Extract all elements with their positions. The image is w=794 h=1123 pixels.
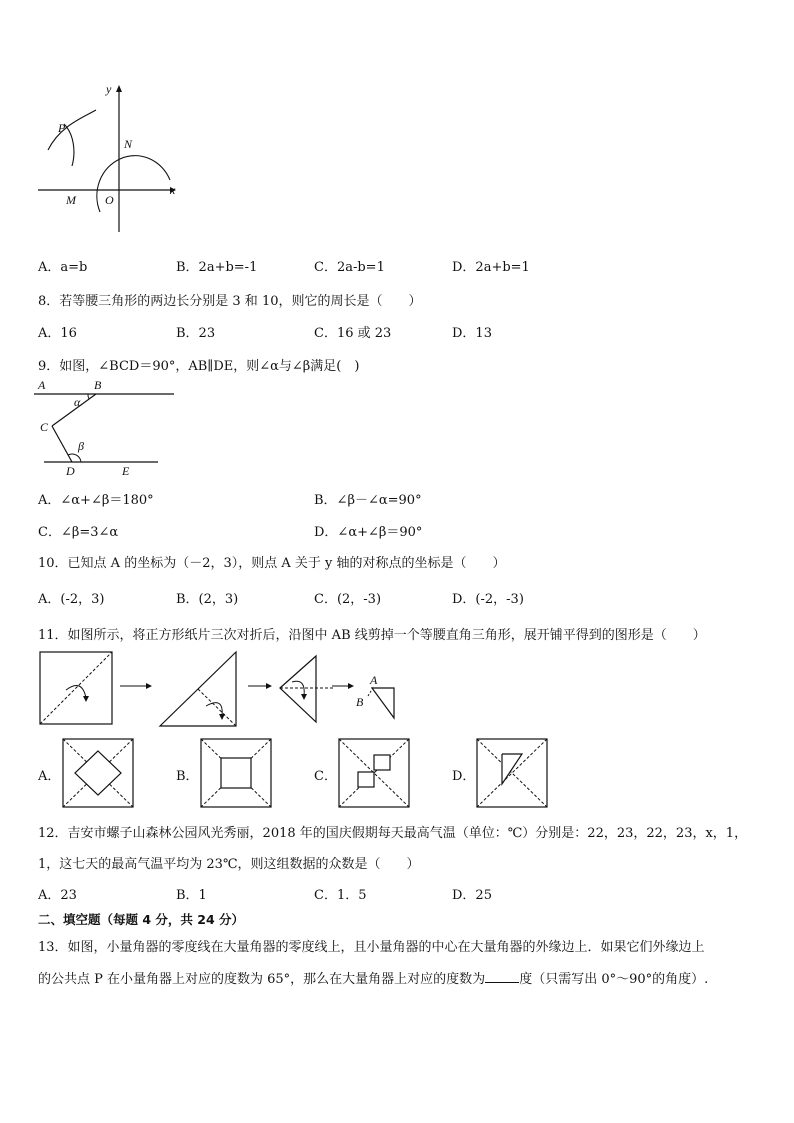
q9-option-a: A．∠α+∠β＝180° bbox=[38, 493, 154, 508]
label-b: B bbox=[94, 378, 102, 392]
q9-parallel-lines-figure bbox=[32, 376, 182, 476]
q11-option-d: D． bbox=[452, 769, 476, 784]
q9-stem: 9．如图，∠BCD＝90°，AB∥DE，则∠α与∠β满足( ) bbox=[38, 359, 360, 374]
segment-cd bbox=[52, 426, 72, 462]
q12-option-c: C．1．5 bbox=[314, 888, 367, 903]
q13-stem-line2 bbox=[38, 968, 708, 987]
q11-option-d-figure bbox=[476, 738, 548, 808]
angle-alpha-arc bbox=[88, 394, 89, 399]
step3-triangle bbox=[280, 656, 316, 722]
q10-option-c: C．(2，-3) bbox=[314, 592, 382, 607]
cut-square-lower bbox=[358, 772, 374, 787]
q9-option-d: D．∠α+∠β＝90° bbox=[314, 525, 423, 540]
label-a: A bbox=[38, 378, 46, 392]
q10-stem: 10．已知点 A 的坐标为（－2，3），则点 A 关于 y 轴的对称点的坐标是（ ） bbox=[38, 556, 506, 571]
q8-option-b: B．23 bbox=[176, 326, 216, 341]
q7-option-d: D．2a+b=1 bbox=[452, 260, 530, 275]
q7-option-b: B．2a+b=-1 bbox=[176, 260, 258, 275]
step3-fold-arrowhead bbox=[301, 694, 307, 700]
label-m: M bbox=[66, 193, 76, 207]
cut-shape bbox=[502, 754, 522, 784]
step4-label-b: B bbox=[356, 695, 364, 709]
q8-stem: 8．若等腰三角形的两边长分别是 3 和 10，则它的周长是（ ） bbox=[38, 294, 422, 309]
step-arrow-1-head bbox=[146, 683, 152, 689]
q11-option-a-figure bbox=[62, 738, 134, 808]
q8-option-a: A．16 bbox=[38, 326, 77, 341]
q12-stem-line1: 12．吉安市螺子山森林公园风光秀丽，2018 年的国庆假期每天最高气温（单位：℃）分别是：22，23，22，23，x，1， bbox=[38, 826, 748, 841]
step-arrow-2-head bbox=[266, 683, 272, 689]
label-c: C bbox=[40, 420, 49, 434]
q7-coordinate-figure bbox=[30, 80, 190, 240]
step4-label-a: A bbox=[370, 673, 378, 687]
arc-p-m bbox=[48, 110, 96, 150]
q13-answer-blank[interactable] bbox=[485, 970, 519, 983]
step2-fold-line bbox=[198, 689, 236, 726]
q9-option-c: C．∠β=3∠α bbox=[38, 525, 119, 540]
label-alpha: α bbox=[74, 395, 81, 409]
cut-square-upper bbox=[374, 755, 390, 770]
label-e: E bbox=[122, 464, 130, 478]
step1-fold-line bbox=[40, 652, 112, 724]
step4-piece bbox=[372, 688, 394, 718]
q11-stem: 11．如图所示，将正方形纸片三次对折后，沿图中 AB 线剪掉一个等腰直角三角形，展开铺平得到的图形是（ ） bbox=[38, 628, 706, 643]
label-o: O bbox=[105, 193, 114, 207]
label-x: x bbox=[170, 183, 176, 197]
q12-stem-line2: 1，这七天的最高气温平均为 23℃，则这组数据的众数是（ ） bbox=[38, 857, 420, 872]
q7-option-a: A．a=b bbox=[38, 260, 88, 275]
q8-option-d: D．13 bbox=[452, 326, 492, 341]
label-d: D bbox=[66, 464, 75, 478]
q13-stem-line1: 13．如图，小量角器的零度线在大量角器的零度线上，且小量角器的中心在大量角器的外缘边上．如果它们外缘边上 bbox=[38, 940, 705, 955]
q8-option-c: C．16 或 23 bbox=[314, 326, 392, 341]
q11-option-b-figure bbox=[200, 738, 272, 808]
q12-option-a: A．23 bbox=[38, 888, 77, 903]
q13-text-before-blank: 的公共点 P 在小量角器上对应的度数为 65°，那么在大量角器上对应的度数为 bbox=[38, 972, 486, 987]
step2-fold-arrowhead bbox=[219, 714, 225, 720]
label-beta: β bbox=[78, 439, 84, 453]
q12-option-d: D．25 bbox=[452, 888, 492, 903]
q11-option-c: C． bbox=[314, 769, 337, 784]
q11-option-a: A． bbox=[38, 769, 61, 784]
step-arrow-3-head bbox=[348, 683, 354, 689]
label-n: N bbox=[124, 137, 133, 151]
q10-option-b: B．(2，3) bbox=[176, 592, 239, 607]
q12-option-b: B．1 bbox=[176, 888, 207, 903]
q11-option-c-figure bbox=[338, 738, 410, 808]
arc-p-n bbox=[64, 124, 74, 166]
q11-option-b: B． bbox=[176, 769, 199, 784]
q10-option-d: D．(-2，-3) bbox=[452, 592, 524, 607]
q11-folding-steps-figure bbox=[38, 648, 438, 730]
y-axis-arrow bbox=[116, 85, 122, 92]
q9-option-b: B．∠β－∠α=90° bbox=[314, 493, 422, 508]
cut-square bbox=[221, 758, 251, 788]
q13-text-after-blank: 度（只需写出 0°～90°的角度）. bbox=[519, 972, 709, 987]
q10-option-a: A．(-2，3) bbox=[38, 592, 105, 607]
section-title: 二、填空题（每题 4 分，共 24 分） bbox=[38, 912, 245, 927]
step3-fold-arrow bbox=[292, 681, 304, 696]
label-p: P bbox=[58, 121, 66, 135]
step1-fold-arrowhead bbox=[83, 696, 89, 702]
label-y: y bbox=[106, 82, 112, 96]
q7-option-c: C．2a-b=1 bbox=[314, 260, 385, 275]
